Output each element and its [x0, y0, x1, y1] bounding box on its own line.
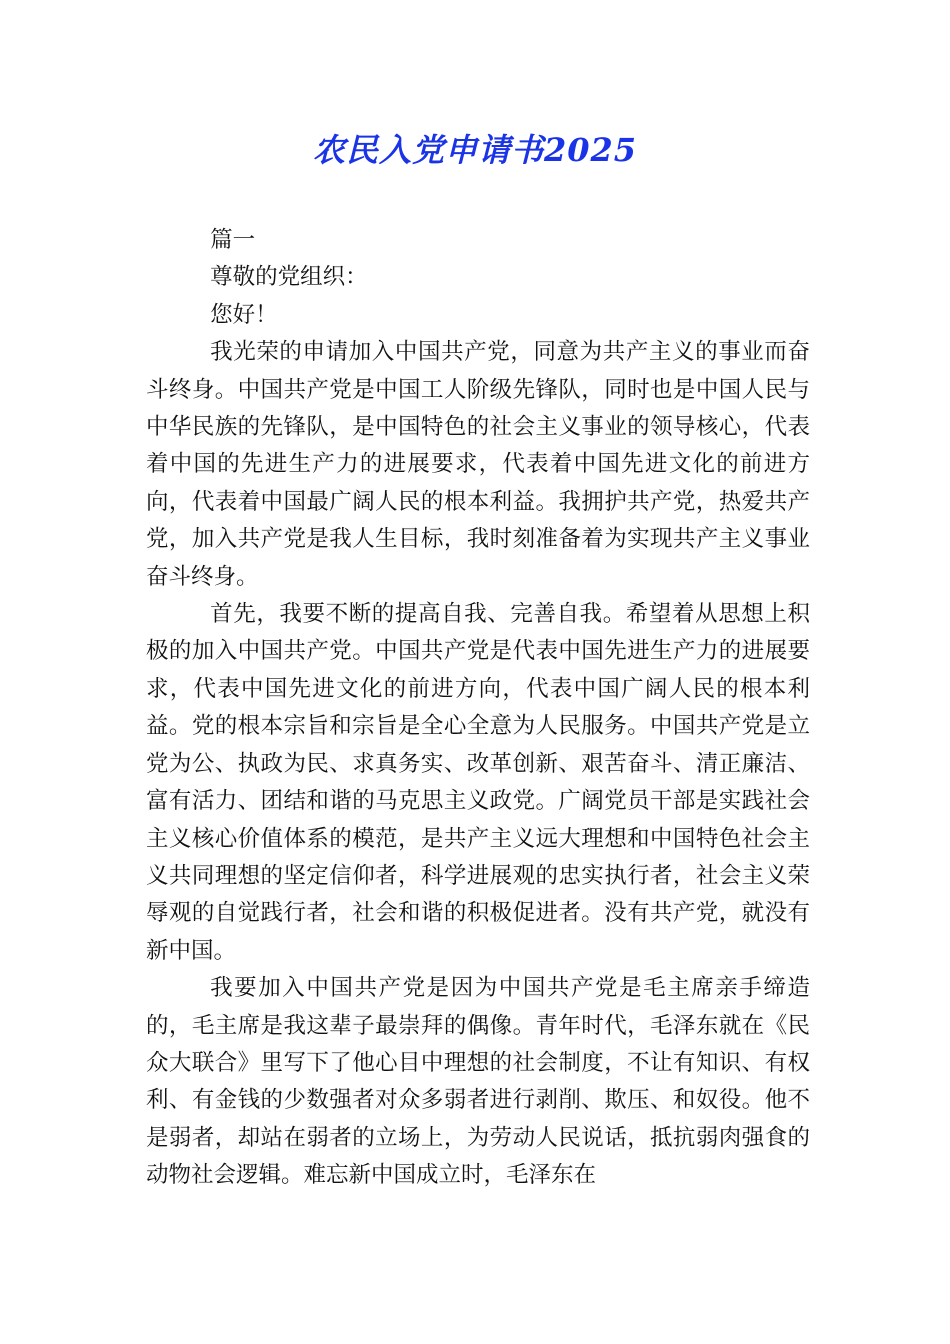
section-label: 篇一 — [210, 227, 256, 253]
body-paragraph: 我要加入中国共产党是因为中国共产党是毛主席亲手缔造的，毛主席是我这辈子最崇拜的偶像。青年时代，毛泽东就在《民众大联合》里写下了他心目中理想的社会制度，不让有知识、有权利、有金钱的少数强者对众多弱者进行剥削、欺压、和奴役。他不是弱者，却站在弱者的立场上，为劳动人民说话，抵抗弱肉强食的动物社会逻辑。难忘新中国成立时，毛泽东在 — [146, 975, 810, 1189]
document-body — [146, 222, 810, 1195]
salutation: 尊敬的党组织： — [210, 264, 368, 291]
greeting: 您好！ — [210, 301, 278, 328]
body-paragraph: 首先，我要不断的提高自我、完善自我。希望着从思想上积极的加入中国共产党。中国共产党是代表中国先进生产力的进展要求，代表中国先进文化的前进方向，代表中国广阔人民的根本利益。党的根本宗旨和宗旨是全心全意为人民服务。中国共产党是立党为公、执政为民、求真务实、改革创新、艰苦奋斗、清正廉洁、富有活力、团结和谐的马克思主义政党。广阔党员干部是实践社会主义核心价值体系的模范，是共产主义远大理想和中国特色社会主义共同理想的坚定信仰者，科学进展观的忠实执行者，社会主义荣辱观的自觉践行者，社会和谐的积极促进者。没有共产党，就没有新中国。 — [146, 601, 810, 964]
document-title: 农民入党申请书2025 — [312, 131, 638, 169]
body-paragraph: 我光荣的申请加入中国共产党，同意为共产主义的事业而奋斗终身。中国共产党是中国工人阶级先锋队，同时也是中国人民与中华民族的先锋队，是中国特色的社会主义事业的领导核心，代表着中国的先进生产力的进展要求，代表着中国先进文化的前进方向，代表着中国最广阔人民的根本利益。我拥护共产党，热爱共产党，加入共产党是我人生目标，我时刻准备着为实现共产主义事业奋斗终身。 — [146, 339, 810, 590]
